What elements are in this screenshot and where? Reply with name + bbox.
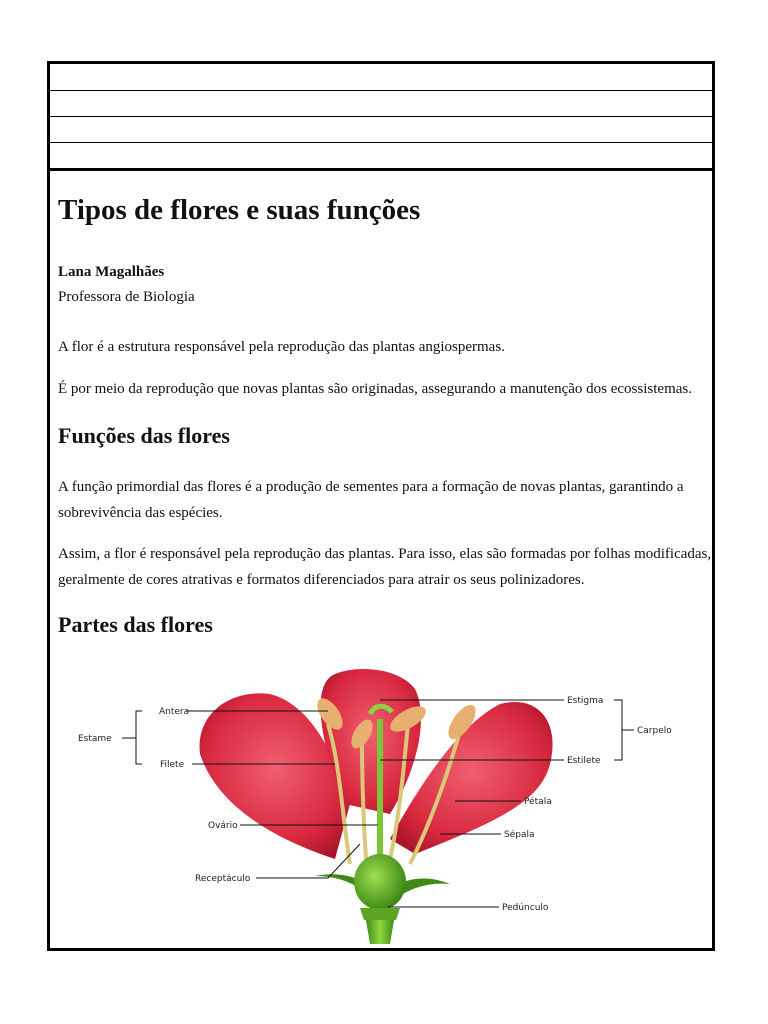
section-heading-funcoes: Funções das flores — [58, 423, 230, 448]
author-name: Lana Magalhães — [58, 264, 165, 280]
section-paragraph: Assim, a flor é responsável pela reprodução das plantas. Para isso, elas são formadas por folhas modificadas, geralmente de cores atrativas e formatos diferenciados para atrair os seus polinizadores. — [58, 546, 712, 588]
section-heading-partes: Partes das flores — [58, 612, 213, 637]
receptacle — [360, 908, 400, 920]
peduncle — [366, 920, 394, 944]
label-filete: Filete — [160, 760, 185, 770]
flower-parts-diagram — [70, 664, 690, 949]
label-petala: Pétala — [524, 797, 552, 807]
label-sepala: Sépala — [504, 830, 535, 840]
label-antera: Antera — [159, 707, 190, 717]
page-title: Tipos de flores e suas funções — [58, 194, 421, 226]
section-paragraph: A função primordial das flores é a produção de sementes para a formação de novas plantas, garantindo a sobrevivência das espécies. — [58, 479, 684, 521]
label-ovario: Ovário — [208, 821, 238, 831]
label-pedunculo: Pedúnculo — [502, 903, 549, 913]
header-row-divider — [50, 142, 712, 143]
header-row-divider — [50, 90, 712, 91]
author-role: Professora de Biologia — [58, 289, 195, 305]
header-row-divider — [50, 116, 712, 117]
label-receptaculo: Receptáculo — [195, 874, 251, 884]
label-estame: Estame — [78, 734, 112, 744]
label-estigma: Estigma — [567, 696, 604, 706]
label-carpelo: Carpelo — [637, 726, 672, 736]
header-table — [50, 64, 712, 171]
intro-paragraph: A flor é a estrutura responsável pela reprodução das plantas angiospermas. — [58, 339, 505, 355]
document-frame — [47, 61, 715, 951]
ovary — [354, 854, 406, 910]
intro-paragraph: É por meio da reprodução que novas plantas são originadas, assegurando a manutenção dos ecossistemas. — [58, 381, 692, 397]
label-estilete: Estilete — [567, 756, 601, 766]
